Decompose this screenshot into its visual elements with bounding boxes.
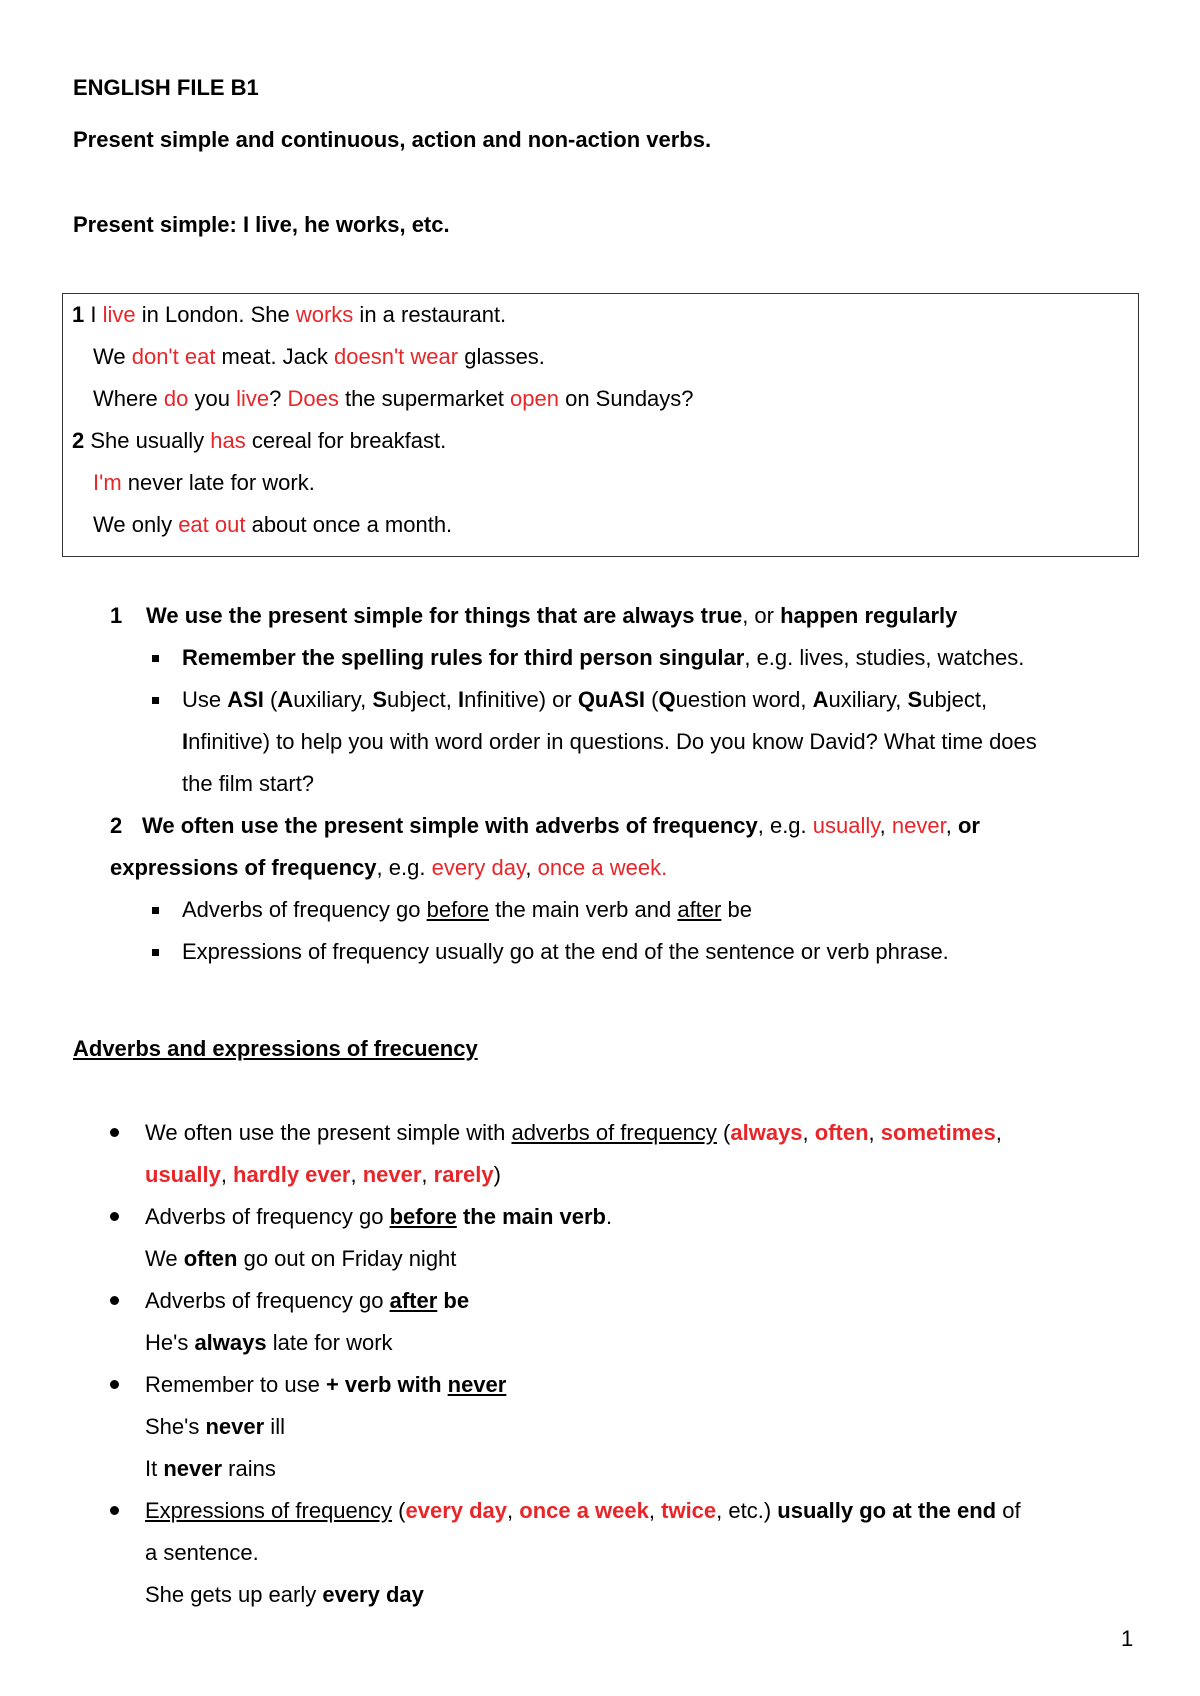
example-line-1: 1 I live in London. She works in a restaurant.	[72, 302, 507, 327]
square-bullet	[152, 949, 159, 956]
example-line-5: I'm never late for work.	[93, 470, 315, 495]
bullet-dot	[110, 1128, 119, 1137]
rule-2c: Adverbs of frequency go before the main verb and after be	[182, 897, 752, 922]
adverbs-bullet-2: Adverbs of frequency go before the main verb.	[145, 1204, 613, 1229]
adverbs-bullet-1-cont: usually, hardly ever, never, rarely)	[145, 1162, 501, 1187]
rule-1c: Infinitive) to help you with word order in questions. Do you know David? What time does	[182, 729, 1037, 754]
example-line-2: We don't eat meat. Jack doesn't wear glasses.	[93, 344, 545, 369]
adverbs-bullet-4: Remember to use + verb with never	[145, 1372, 507, 1397]
adverbs-bullet-3: Adverbs of frequency go after be	[145, 1288, 470, 1313]
rule-1d: the film start?	[182, 771, 315, 796]
rule-2b: expressions of frequency, e.g. every day, once a week.	[110, 855, 668, 880]
square-bullet	[152, 655, 159, 662]
bullet-dot	[110, 1506, 119, 1515]
bullet-dot	[110, 1380, 119, 1389]
rule-2: 2 We often use the present simple with adverbs of frequency, e.g. usually, never, or	[110, 813, 980, 838]
adverbs-example-4a: She's never ill	[145, 1414, 285, 1439]
adverbs-bullet-5-cont: a sentence.	[145, 1540, 259, 1565]
document-title: ENGLISH FILE B1	[73, 75, 259, 100]
adverbs-example-4b: It never rains	[145, 1456, 276, 1481]
adverbs-example-3: He's always late for work	[145, 1330, 393, 1355]
rule-1b: Use ASI (Auxiliary, Subject, Infinitive) or QuASI (Question word, Auxiliary, Subject,	[182, 687, 988, 712]
square-bullet	[152, 697, 159, 704]
subtitle: Present simple and continuous, action and non-action verbs.	[73, 127, 712, 152]
adverbs-example-5: She gets up early every day	[145, 1582, 424, 1607]
rule-1a: Remember the spelling rules for third person singular, e.g. lives, studies, watches.	[182, 645, 1025, 670]
adverbs-example-2: We often go out on Friday night	[145, 1246, 457, 1271]
section-heading-adverbs: Adverbs and expressions of frecuency	[73, 1036, 478, 1061]
adverbs-bullet-5: Expressions of frequency (every day, once a week, twice, etc.) usually go at the end of	[145, 1498, 1021, 1523]
bullet-dot	[110, 1212, 119, 1221]
bullet-dot	[110, 1296, 119, 1305]
example-line-3: Where do you live? Does the supermarket open on Sundays?	[93, 386, 694, 411]
rule-1: 1 We use the present simple for things that are always true, or happen regularly	[110, 603, 958, 628]
example-line-6: We only eat out about once a month.	[93, 512, 453, 537]
square-bullet	[152, 907, 159, 914]
rule-2d: Expressions of frequency usually go at the end of the sentence or verb phrase.	[182, 939, 949, 964]
section-heading-present-simple: Present simple: I live, he works, etc.	[73, 212, 450, 237]
example-line-4: 2 She usually has cereal for breakfast.	[72, 428, 447, 453]
adverbs-bullet-1: We often use the present simple with adverbs of frequency (always, often, sometimes,	[145, 1120, 1002, 1145]
page-number: 1	[1121, 1626, 1134, 1651]
